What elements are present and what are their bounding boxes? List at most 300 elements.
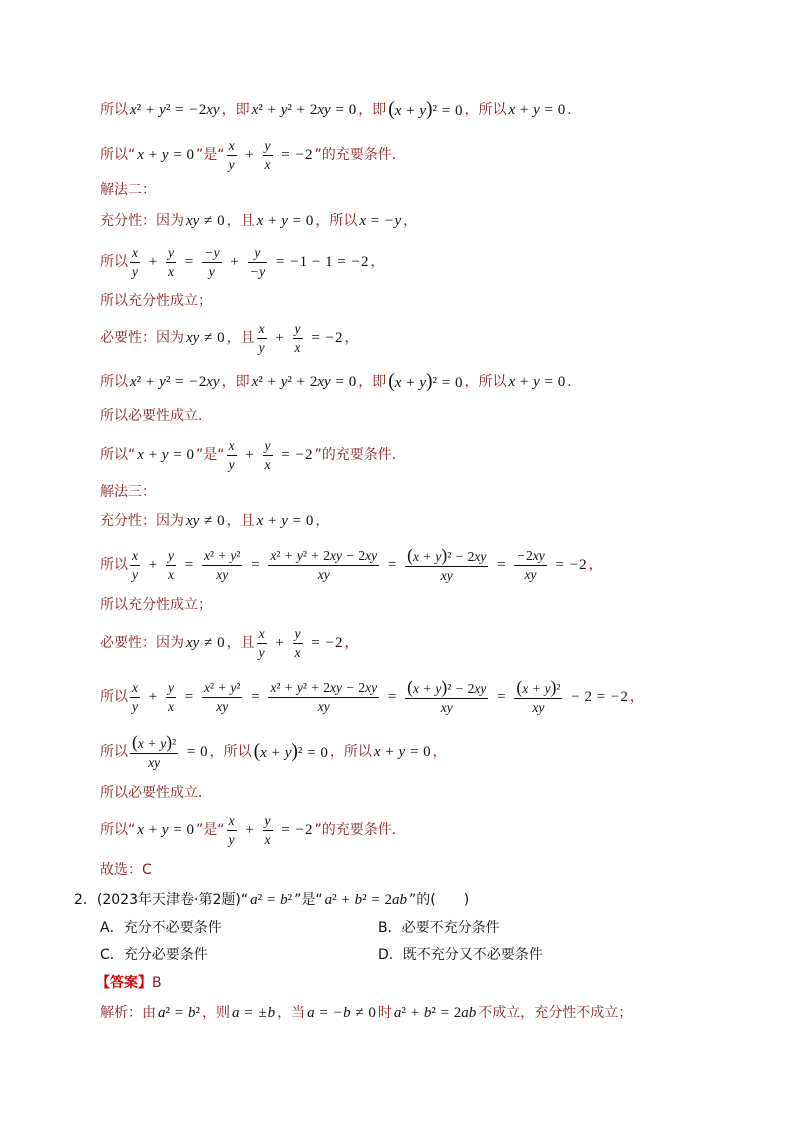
fraction-denominator bbox=[130, 262, 140, 280]
math-superscript: ² bbox=[165, 374, 171, 390]
math-variable: x bbox=[440, 567, 447, 583]
math-variable: y bbox=[533, 374, 540, 390]
fraction-numerator: −2xy bbox=[517, 547, 545, 563]
math-variable: x bbox=[137, 147, 144, 163]
math-operator: = bbox=[335, 102, 344, 118]
fraction-numerator bbox=[514, 676, 562, 698]
math-parenthesis: ) bbox=[426, 370, 433, 392]
math-variable: y bbox=[228, 831, 235, 847]
math-operator: = bbox=[544, 374, 553, 390]
math-operator: + bbox=[519, 102, 529, 118]
math-variable: x bbox=[256, 513, 264, 529]
fraction-denominator bbox=[202, 262, 222, 280]
math-variable: x bbox=[186, 513, 193, 529]
fraction bbox=[405, 676, 488, 716]
text-run: 所以 bbox=[100, 102, 128, 118]
math-operator: − bbox=[385, 213, 394, 229]
math-variable: a bbox=[307, 1005, 315, 1021]
math-expression bbox=[180, 687, 198, 707]
math-variable: y bbox=[280, 102, 288, 118]
math-variable: y bbox=[161, 447, 169, 463]
text-run: 解法二： bbox=[100, 182, 156, 198]
text-run: ”的充要条件． bbox=[314, 147, 406, 163]
option-text: 充分必要条件 bbox=[123, 947, 208, 963]
option-text: 充分不必要条件 bbox=[123, 920, 222, 936]
math-expression bbox=[246, 555, 264, 575]
math-superscript: ² bbox=[432, 374, 437, 391]
text-run: ， bbox=[629, 689, 644, 705]
fraction-numerator bbox=[263, 813, 273, 830]
fraction-numerator: (x + y)² − 2xy bbox=[407, 544, 487, 565]
math-variable: x bbox=[206, 374, 213, 390]
math-superscript: ² bbox=[209, 679, 214, 695]
math-expression: x² + y² = −2xy bbox=[130, 102, 220, 118]
fraction-denominator bbox=[514, 698, 562, 716]
math-operator: + bbox=[311, 679, 319, 695]
fraction-numerator bbox=[130, 548, 140, 565]
math-variable: y bbox=[167, 244, 174, 260]
fraction-numerator bbox=[202, 245, 222, 262]
math-operator: = bbox=[307, 744, 316, 761]
math-operator: + bbox=[296, 374, 306, 390]
math-operator: + bbox=[230, 254, 239, 270]
fraction-denominator bbox=[166, 565, 176, 583]
text-run: 所以 bbox=[100, 254, 128, 270]
text-run: ，当 bbox=[277, 1005, 306, 1021]
fraction-numerator bbox=[257, 626, 267, 643]
math-variable: a bbox=[392, 892, 400, 908]
math-variable: y bbox=[192, 330, 200, 346]
text-run: ，所以 bbox=[329, 744, 372, 760]
math-expression: x² + y² + 2xy = 0 bbox=[251, 102, 357, 118]
fraction bbox=[257, 321, 267, 356]
fraction-numerator bbox=[293, 321, 303, 338]
math-variable: x bbox=[474, 548, 481, 564]
math-variable: x bbox=[216, 566, 223, 582]
math-expression bbox=[144, 252, 162, 272]
math-variable: x bbox=[167, 263, 174, 279]
fraction-numerator bbox=[130, 245, 140, 262]
fraction-numerator bbox=[293, 626, 303, 643]
math-operator: = bbox=[555, 557, 564, 573]
fraction-denominator bbox=[268, 565, 379, 583]
math-operator: + bbox=[148, 447, 158, 463]
math-operator: = bbox=[441, 374, 451, 391]
math-variable: y bbox=[323, 698, 330, 714]
math-operator: = bbox=[251, 557, 260, 573]
fraction-numerator bbox=[166, 245, 176, 262]
text-run: ， bbox=[344, 635, 359, 651]
math-operator: = bbox=[596, 689, 606, 705]
math-operator: + bbox=[423, 680, 431, 696]
math-variable: b bbox=[354, 892, 363, 908]
text-run: ，即 bbox=[221, 102, 250, 118]
answer-label: 【答案】 bbox=[96, 975, 152, 991]
option-text: 必要不充分条件 bbox=[401, 920, 500, 936]
math-variable: b bbox=[468, 1005, 477, 1021]
math-variable: x bbox=[264, 831, 271, 847]
math-variable: x bbox=[260, 744, 267, 761]
math-parenthesis: ) bbox=[441, 676, 448, 697]
math-expression: − 2 = −2 bbox=[571, 689, 628, 705]
fraction bbox=[202, 245, 222, 280]
math-variable: y bbox=[324, 374, 331, 390]
math-operator: = bbox=[175, 374, 184, 390]
math-superscript: ² bbox=[287, 374, 292, 390]
fraction-denominator bbox=[263, 830, 273, 848]
math-operator: = bbox=[173, 822, 182, 838]
math-operator: + bbox=[406, 102, 415, 119]
fraction bbox=[166, 245, 176, 280]
math-operator: = bbox=[319, 1005, 328, 1021]
math-expression bbox=[250, 890, 292, 910]
math-operator: + bbox=[145, 374, 155, 390]
math-variable: y bbox=[294, 625, 301, 641]
math-expression bbox=[492, 687, 510, 707]
math-superscript: ² bbox=[556, 680, 561, 696]
math-operator: + bbox=[284, 679, 293, 695]
math-variable: x bbox=[148, 754, 155, 770]
math-superscript: ² bbox=[258, 374, 263, 390]
text-run: ， bbox=[403, 213, 418, 229]
math-operator: + bbox=[245, 147, 254, 163]
math-operator: − bbox=[346, 679, 355, 695]
math-expression bbox=[492, 555, 510, 575]
math-parenthesis: ( bbox=[388, 370, 395, 392]
math-superscript: ² bbox=[165, 1005, 170, 1021]
math-expression: a² + b² = 2ab bbox=[324, 892, 408, 908]
math-operator: = bbox=[281, 447, 290, 463]
text-run: 所以充分性成立； bbox=[100, 293, 212, 309]
math-expression: x² + y² + 2xy = 0 bbox=[251, 374, 357, 390]
math-superscript: ² bbox=[258, 102, 263, 118]
math-variable: x bbox=[206, 102, 213, 118]
fraction-denominator bbox=[130, 565, 140, 583]
math-expression: x + y = 0 bbox=[137, 447, 195, 463]
math-operator: = bbox=[244, 1005, 253, 1021]
math-superscript: ² bbox=[287, 892, 293, 908]
math-expression bbox=[271, 633, 289, 653]
question-number: 2． bbox=[74, 892, 97, 908]
option-letter: C． bbox=[100, 947, 124, 963]
math-operator: + bbox=[410, 1005, 420, 1021]
math-operator: = bbox=[497, 689, 506, 705]
math-variable: x bbox=[203, 679, 210, 695]
math-operator: + bbox=[275, 330, 284, 346]
math-parenthesis: ( bbox=[407, 544, 413, 565]
math-operator: = bbox=[184, 689, 194, 705]
text-run: ，所以 bbox=[315, 213, 358, 229]
math-operator: + bbox=[296, 102, 306, 118]
math-expression bbox=[241, 445, 259, 465]
fraction-denominator bbox=[130, 697, 140, 715]
fraction bbox=[130, 731, 178, 771]
math-superscript: ² bbox=[287, 102, 292, 118]
fraction-denominator bbox=[202, 697, 243, 715]
math-expression: x² + y² = −2xy bbox=[130, 374, 220, 390]
text-run: ，且 bbox=[226, 330, 255, 346]
answer-value: B bbox=[152, 975, 162, 991]
math-expression: x + y = 0 bbox=[508, 102, 566, 118]
math-variable: a bbox=[250, 892, 258, 908]
math-variable: y bbox=[159, 374, 166, 390]
math-variable: y bbox=[258, 644, 265, 660]
math-variable: x bbox=[251, 102, 259, 118]
math-variable: x bbox=[186, 330, 193, 346]
math-variable: x bbox=[317, 102, 325, 118]
fraction-denominator bbox=[202, 565, 243, 583]
text-run: ，且 bbox=[226, 513, 255, 529]
math-operator: + bbox=[148, 254, 158, 270]
math-expression: xy ≠ 0 bbox=[186, 213, 225, 229]
math-variable: y bbox=[192, 635, 200, 651]
text-run: ，且 bbox=[226, 213, 255, 229]
math-variable: y bbox=[228, 456, 235, 472]
math-variable: y bbox=[533, 102, 540, 118]
math-expression bbox=[271, 328, 289, 348]
math-variable: x bbox=[330, 679, 337, 695]
math-variable: y bbox=[419, 374, 426, 391]
math-variable: y bbox=[264, 437, 271, 453]
math-expression: x + y = 0 bbox=[137, 822, 195, 838]
math-variable: y bbox=[132, 263, 138, 279]
math-superscript: ² bbox=[276, 679, 281, 695]
math-operator: + bbox=[341, 892, 350, 908]
math-operator: = bbox=[311, 330, 320, 346]
text-run: ”的充要条件． bbox=[314, 822, 406, 838]
text-run: ， bbox=[370, 254, 385, 270]
math-operator: + bbox=[268, 213, 277, 229]
text-run: “ bbox=[240, 892, 249, 908]
text-run: 充分性：因为 bbox=[100, 213, 184, 229]
fraction-denominator bbox=[268, 697, 379, 715]
math-variable: y bbox=[446, 567, 453, 583]
math-operator: = bbox=[184, 557, 194, 573]
text-run: ，即 bbox=[358, 102, 387, 118]
text-run: ”的充要条件． bbox=[314, 447, 406, 463]
math-operator: + bbox=[275, 635, 284, 651]
math-operator: − bbox=[346, 547, 355, 563]
math-operator: − bbox=[610, 689, 620, 705]
option-text: 既不充分又不必要条件 bbox=[402, 947, 543, 963]
math-operator: − bbox=[455, 680, 464, 696]
math-variable: y bbox=[530, 566, 537, 582]
fraction-denominator bbox=[227, 455, 237, 473]
math-operator: + bbox=[423, 548, 431, 564]
math-operator: − bbox=[571, 689, 580, 705]
math-operator: + bbox=[245, 447, 254, 463]
math-variable: y bbox=[435, 680, 442, 696]
math-variable: y bbox=[258, 339, 265, 355]
fraction bbox=[166, 548, 176, 583]
fraction-numerator bbox=[248, 245, 268, 262]
fraction-denominator bbox=[405, 698, 488, 716]
math-operator: − bbox=[517, 547, 525, 563]
fraction-denominator bbox=[248, 262, 268, 280]
math-variable: y bbox=[254, 244, 261, 260]
fraction-denominator bbox=[293, 643, 303, 661]
fraction-denominator bbox=[227, 830, 237, 848]
text-run: 故选：C bbox=[100, 862, 152, 878]
fraction-numerator: (x + y)² − 2xy bbox=[407, 676, 487, 697]
math-variable: y bbox=[264, 137, 271, 153]
option-letter: A． bbox=[100, 920, 124, 936]
math-parenthesis: ( bbox=[132, 731, 138, 752]
math-expression: = −1 − 1 = −2 bbox=[275, 254, 369, 270]
math-operator: − bbox=[351, 254, 360, 270]
math-operator: − bbox=[189, 374, 198, 390]
math-operator: + bbox=[148, 147, 158, 163]
math-variable: x bbox=[412, 548, 419, 564]
fraction-numerator: x² + y² + 2xy − 2xy bbox=[270, 547, 378, 563]
fraction-denominator bbox=[514, 565, 546, 583]
math-variable: x bbox=[228, 812, 235, 828]
text-run: ，所以 bbox=[209, 744, 252, 760]
math-expression bbox=[226, 252, 244, 272]
question-stem-text bbox=[241, 890, 469, 910]
math-variable: x bbox=[264, 156, 271, 172]
math-operator: = bbox=[441, 102, 451, 119]
math-expression: = −2 bbox=[281, 822, 313, 838]
math-variable: y bbox=[336, 679, 343, 695]
math-variable: x bbox=[365, 679, 372, 695]
math-operator: = bbox=[497, 557, 506, 573]
math-variable: y bbox=[296, 679, 303, 695]
math-variable: x bbox=[186, 213, 193, 229]
fraction bbox=[263, 438, 273, 473]
math-variable: b bbox=[280, 892, 288, 908]
math-operator: − bbox=[250, 263, 259, 279]
math-expression bbox=[241, 145, 259, 165]
text-run: 充分性：因为 bbox=[100, 513, 184, 529]
math-expression: xy ≠ 0 bbox=[186, 330, 225, 346]
math-parenthesis: ) bbox=[441, 544, 448, 565]
math-operator: + bbox=[532, 680, 541, 696]
math-operator: = bbox=[281, 822, 290, 838]
math-operator: + bbox=[284, 547, 293, 563]
fraction bbox=[130, 680, 140, 715]
text-run: 必要性：因为 bbox=[100, 330, 184, 346]
math-superscript: ² bbox=[447, 680, 452, 696]
text-run: ，则 bbox=[201, 1005, 230, 1021]
fraction bbox=[202, 548, 243, 583]
math-operator: − bbox=[290, 254, 299, 270]
math-variable: y bbox=[159, 102, 166, 118]
math-variable: x bbox=[228, 437, 235, 453]
math-variable: y bbox=[435, 548, 442, 564]
text-run: 解法三： bbox=[100, 484, 156, 500]
fraction-denominator bbox=[263, 155, 273, 173]
math-variable: x bbox=[330, 547, 337, 563]
text-run: 必要性：因为 bbox=[100, 635, 184, 651]
math-operator: = bbox=[292, 213, 302, 229]
math-operator: − bbox=[569, 557, 579, 573]
math-variable: b bbox=[423, 1005, 432, 1021]
math-variable: y bbox=[212, 374, 220, 390]
math-variable: x bbox=[508, 374, 516, 390]
math-variable: y bbox=[132, 698, 138, 714]
math-expression: a = −b ≠ 0 bbox=[307, 1005, 376, 1021]
math-variable: x bbox=[167, 566, 174, 582]
math-variable: y bbox=[398, 744, 406, 760]
text-run: ，所以 bbox=[464, 374, 507, 390]
text-run: ． bbox=[567, 102, 582, 118]
math-variable: x bbox=[258, 320, 265, 336]
math-variable: x bbox=[203, 547, 210, 563]
fraction bbox=[263, 813, 273, 848]
math-variable: y bbox=[480, 680, 487, 696]
math-variable: x bbox=[317, 566, 324, 582]
math-operator: = bbox=[251, 689, 260, 705]
math-operator: − bbox=[295, 822, 304, 838]
math-operator: ≠ bbox=[204, 213, 213, 229]
text-run: ，即 bbox=[221, 374, 250, 390]
text-run: 所以“ bbox=[100, 447, 136, 463]
text-run: 解析：由 bbox=[100, 1005, 156, 1021]
math-expression: = −2 bbox=[311, 330, 343, 346]
fraction-denominator bbox=[257, 643, 267, 661]
math-operator: + bbox=[145, 102, 155, 118]
math-superscript: ² bbox=[302, 679, 307, 695]
math-variable: y bbox=[192, 213, 200, 229]
fraction-numerator bbox=[130, 731, 178, 753]
math-variable: x bbox=[264, 456, 271, 472]
math-variable: y bbox=[213, 244, 220, 260]
math-variable: y bbox=[544, 680, 551, 696]
math-superscript: ² bbox=[362, 892, 367, 908]
math-variable: x bbox=[440, 699, 447, 715]
text-run: 不成立，充分性不成立； bbox=[478, 1005, 633, 1021]
math-variable: y bbox=[230, 547, 237, 563]
text-run: 所以 bbox=[100, 374, 128, 390]
math-expression: = 0 bbox=[186, 744, 208, 760]
math-operator: = bbox=[409, 744, 419, 760]
math-parenthesis: ( bbox=[516, 676, 523, 697]
question-source: (2023年天津卷·第2题) bbox=[96, 892, 241, 908]
math-variable: x bbox=[228, 137, 235, 153]
fraction bbox=[248, 245, 268, 280]
math-operator: + bbox=[311, 547, 319, 563]
math-operator: ≠ bbox=[204, 330, 213, 346]
fraction bbox=[293, 626, 303, 661]
math-superscript: ² bbox=[136, 374, 142, 390]
math-variable: y bbox=[336, 547, 343, 563]
math-operator: ± bbox=[258, 1005, 267, 1021]
fraction-numerator bbox=[166, 680, 176, 697]
math-operator: = bbox=[440, 1005, 450, 1021]
math-expression bbox=[144, 555, 162, 575]
math-expression bbox=[359, 211, 401, 231]
math-variable: x bbox=[508, 102, 516, 118]
math-expression bbox=[144, 687, 162, 707]
math-variable: y bbox=[538, 699, 545, 715]
text-run: ， bbox=[344, 330, 359, 346]
math-expression: (x + y)² = 0 bbox=[388, 370, 463, 392]
text-run: 所以“ bbox=[100, 822, 136, 838]
math-operator: + bbox=[267, 102, 276, 118]
math-variable: y bbox=[222, 698, 229, 714]
math-superscript: ² bbox=[136, 102, 142, 118]
fraction-denominator bbox=[166, 697, 176, 715]
math-operator: = bbox=[544, 102, 553, 118]
math-variable: y bbox=[228, 156, 235, 172]
math-expression bbox=[232, 1003, 275, 1023]
fraction-denominator bbox=[263, 455, 273, 473]
math-variable: x bbox=[522, 680, 529, 696]
text-run: 时 bbox=[377, 1005, 392, 1021]
math-operator: + bbox=[245, 822, 254, 838]
math-superscript: ² bbox=[257, 892, 263, 908]
